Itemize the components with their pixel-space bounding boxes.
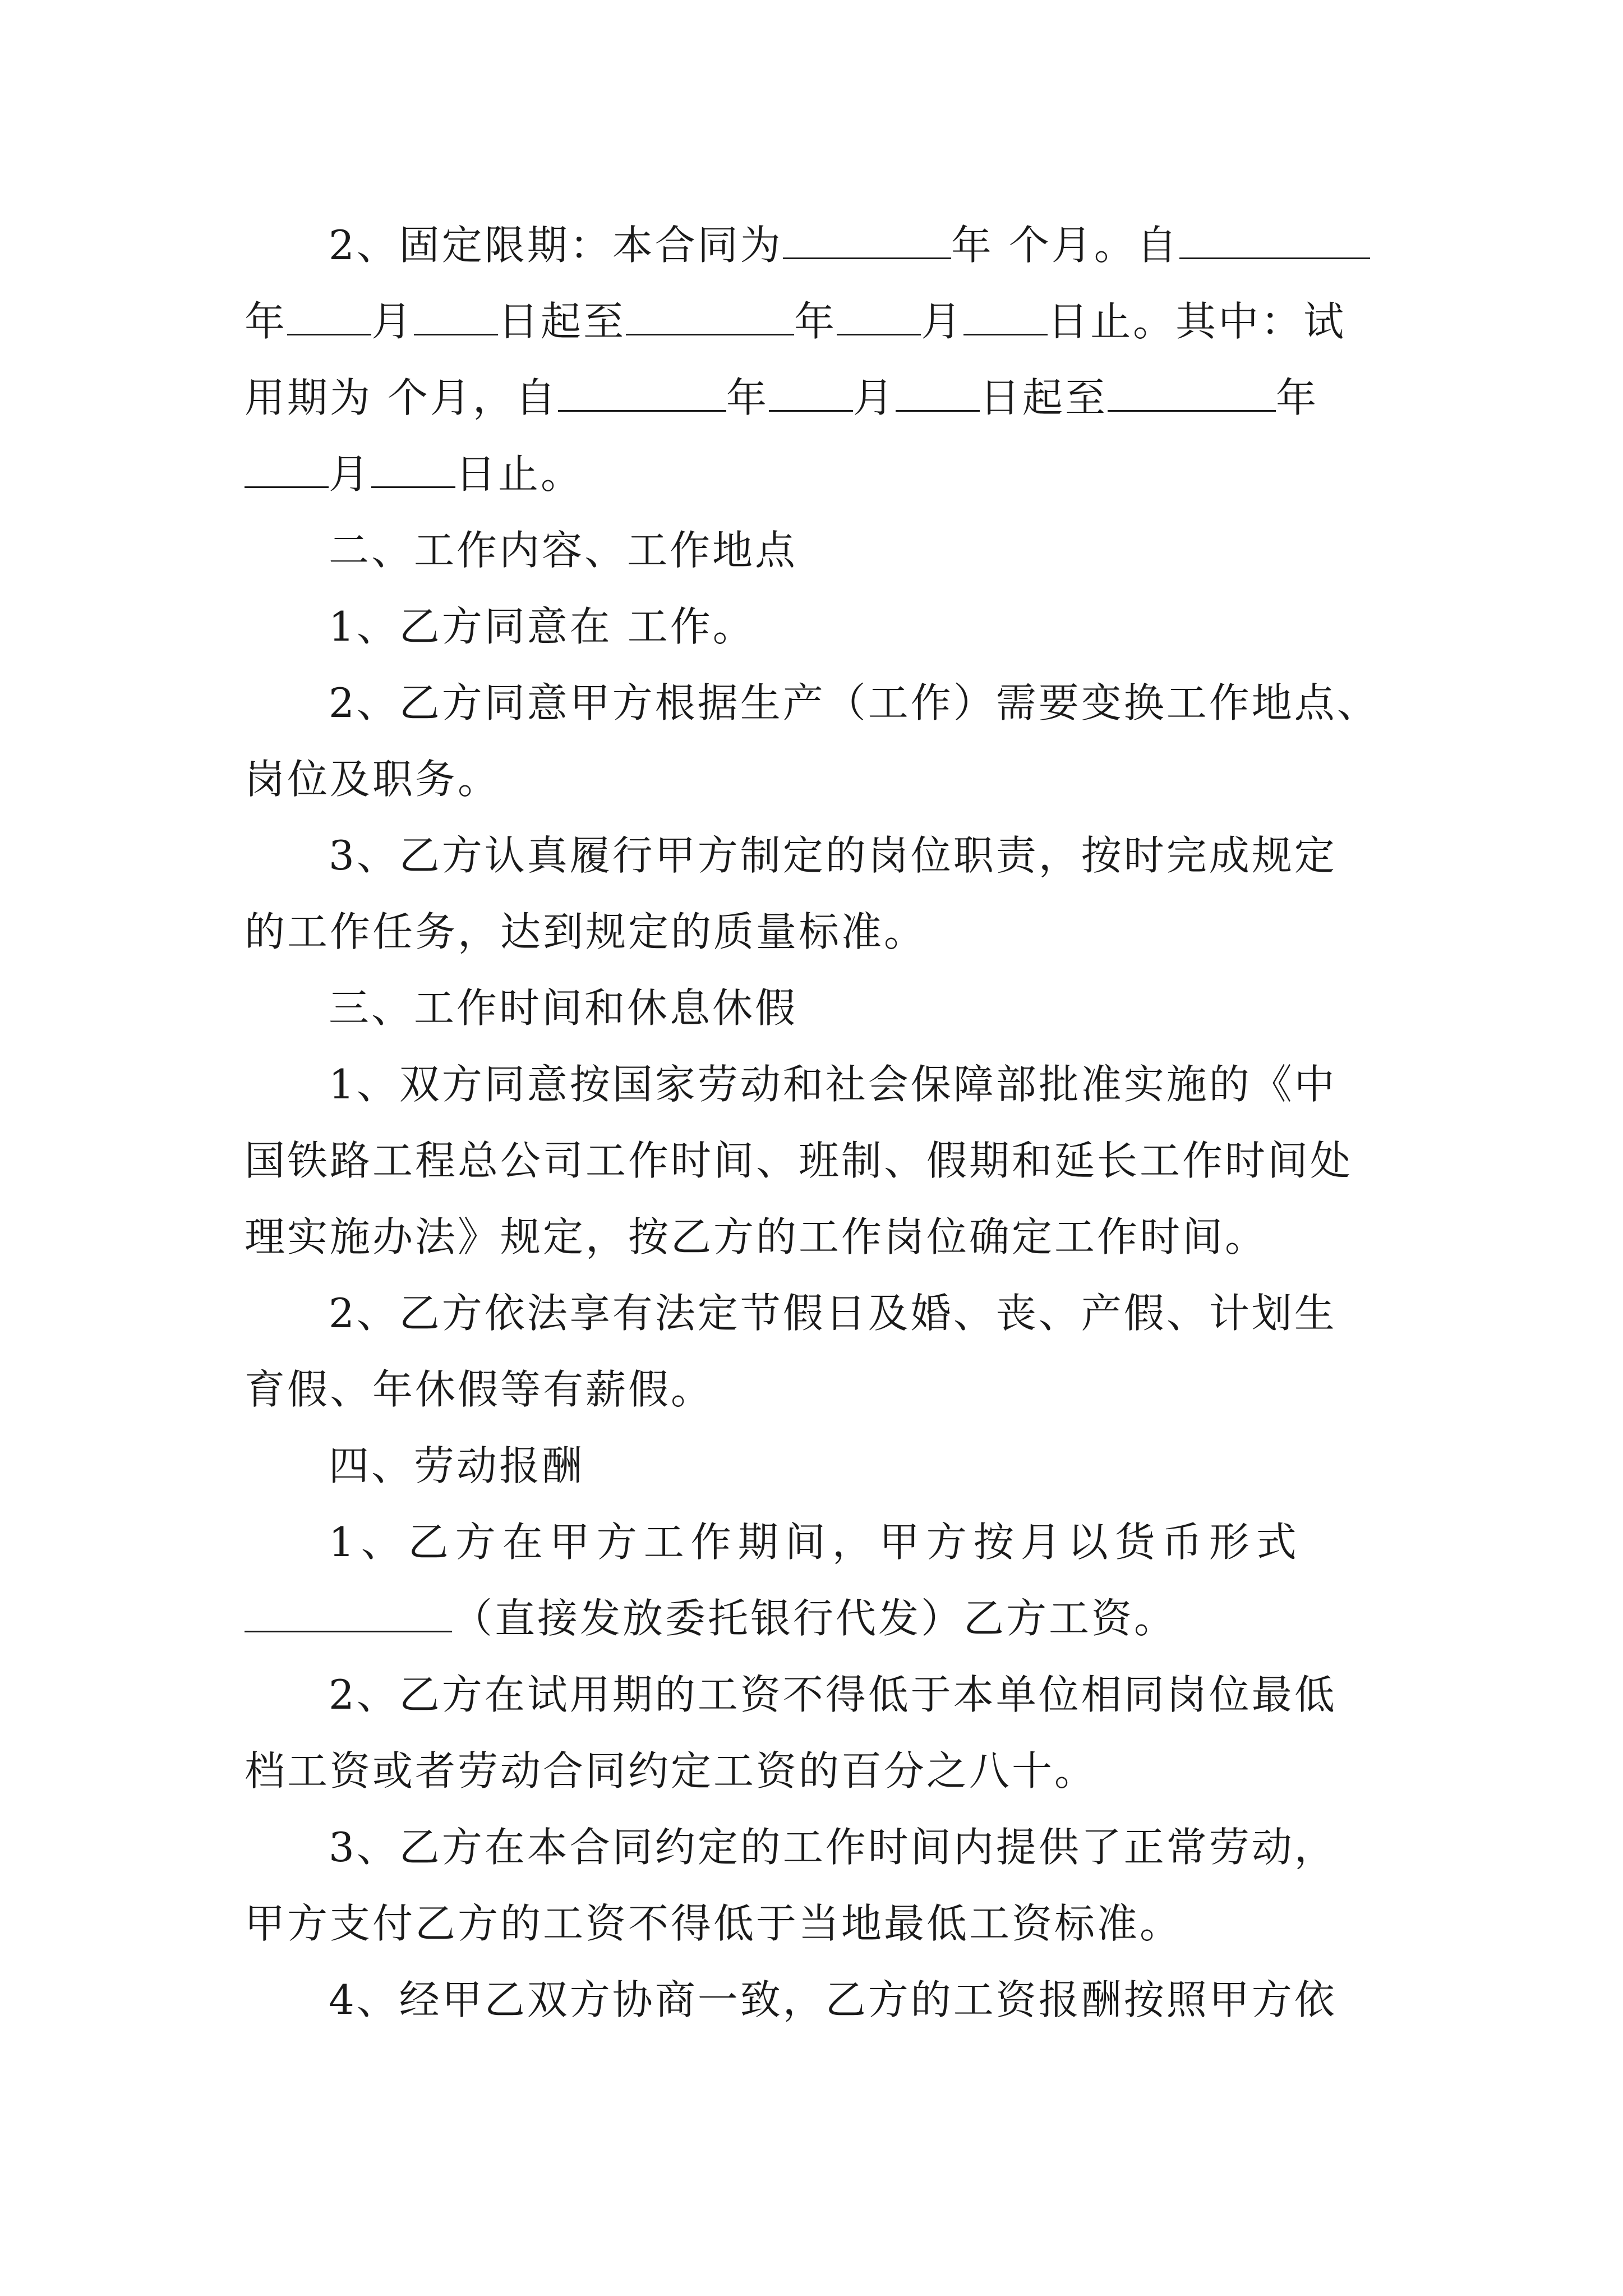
text-segment: 日止。 (455, 450, 584, 498)
text-segment: 用期为 个月，自 (245, 374, 558, 421)
text-segment: 年 个月。自 (951, 222, 1179, 269)
text-segment: 日起至 (498, 298, 626, 345)
contract-term-line-2 (245, 283, 1377, 360)
clause-2-2-line-2: 岗位及职务。 (245, 756, 501, 803)
clause-2-2-line-1: 2、乙方同意甲方根据生产（工作）需要变换工作地点、 (329, 679, 1380, 726)
clause-3-1-line-3: 理实施办法》规定，按乙方的工作岗位确定工作时间。 (245, 1213, 1268, 1260)
text-segment: 月 (921, 298, 964, 345)
clause-4-3-line-1: 3、乙方在本合同约定的工作时间内提供了正常劳动， (329, 1824, 1337, 1871)
clause-4-4-line-1: 4、经甲乙双方协商一致，乙方的工资报酬按照甲方依 (329, 1976, 1337, 2023)
text-segment: 日止。其中：试 (1048, 298, 1347, 345)
clause-2-3-line-1: 3、乙方认真履行甲方制定的岗位职责，按时完成规定 (329, 832, 1337, 879)
text-segment: 月 (852, 374, 896, 421)
blank-field[interactable] (245, 453, 329, 488)
contract-term-line-3 (245, 360, 1377, 436)
blank-field[interactable] (1108, 376, 1276, 412)
contract-term-line-4 (245, 436, 1377, 512)
text-segment: 年 (726, 374, 769, 421)
section-heading-work-hours: 三、工作时间和休息休假 (329, 984, 798, 1032)
contract-term-line-1 (329, 207, 1377, 283)
text-segment: 年 (245, 298, 288, 345)
clause-3-1-line-2: 国铁路工程总公司工作时间、班制、假期和延长工作时间处 (245, 1137, 1353, 1184)
blank-field[interactable] (896, 376, 980, 412)
text-segment: 年 (1275, 374, 1318, 421)
clause-3-1-line-1: 1、双方同意按国家劳动和社会保障部批准实施的《中 (329, 1061, 1337, 1108)
text-segment: 日起至 (979, 374, 1108, 421)
clause-2-3-line-2: 的工作任务，达到规定的质量标准。 (245, 908, 927, 955)
clause-4-2-line-1: 2、乙方在试用期的工资不得低于本单位相同岗位最低 (329, 1671, 1337, 1718)
blank-field[interactable] (558, 376, 726, 412)
clause-4-1-line-2 (245, 1580, 1377, 1657)
blank-field[interactable] (626, 300, 794, 335)
clause-4-2-line-2: 档工资或者劳动合同约定工资的百分之八十。 (245, 1747, 1098, 1795)
text-segment: 月 (329, 450, 372, 498)
text-segment: 月 (371, 298, 414, 345)
blank-field[interactable] (783, 224, 951, 259)
text-segment: （直接发放委托银行代发）乙方工资。 (452, 1595, 1177, 1642)
blank-field[interactable] (245, 1597, 452, 1632)
clause-4-1-line-1: 1、乙方在甲方工作期间，甲方按月以货币形式 (329, 1519, 1303, 1566)
clause-4-3-line-2: 甲方支付乙方的工资不得低于当地最低工资标准。 (245, 1900, 1183, 1947)
text-segment: 2、固定限期：本合同为 (329, 222, 783, 269)
blank-field[interactable] (371, 453, 455, 488)
blank-field[interactable] (837, 300, 921, 335)
clause-3-2-line-1: 2、乙方依法享有法定节假日及婚、丧、产假、计划生 (329, 1290, 1337, 1337)
text-segment: 年 (794, 298, 837, 345)
blank-field[interactable] (287, 300, 371, 335)
blank-field[interactable] (769, 376, 853, 412)
blank-field[interactable] (414, 300, 498, 335)
clause-3-2-line-2: 育假、年休假等有薪假。 (245, 1366, 714, 1413)
clause-2-1: 1、乙方同意在 工作。 (329, 603, 755, 650)
section-heading-remuneration: 四、劳动报酬 (329, 1442, 585, 1489)
blank-field[interactable] (1179, 224, 1370, 259)
blank-field[interactable] (963, 300, 1048, 335)
section-heading-work-content: 二、工作内容、工作地点 (329, 527, 798, 574)
